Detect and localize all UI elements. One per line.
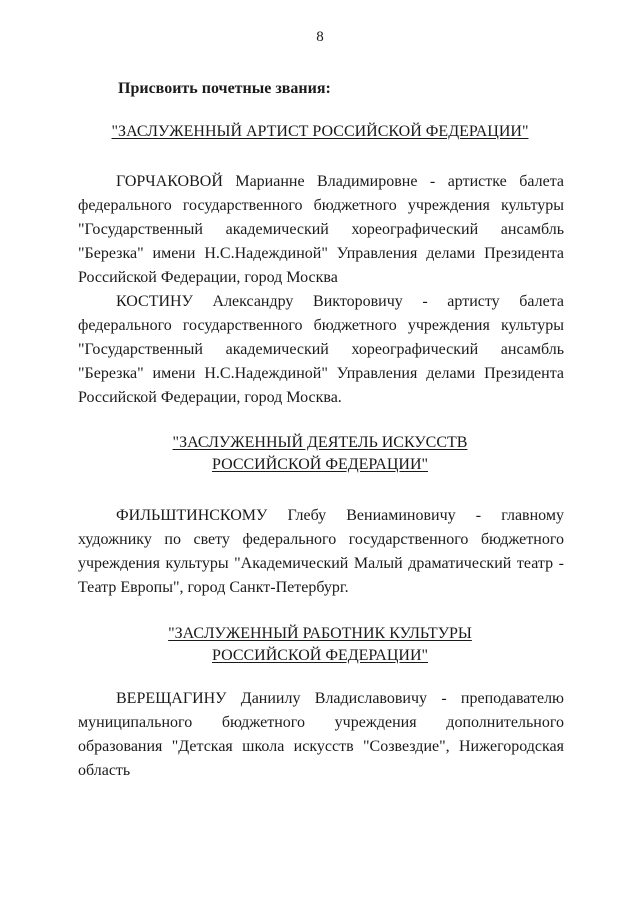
award-paragraph-filshtinsky: ФИЛЬШТИНСКОМУ Глебу Вениаминовичу - главному художнику по свету федерального государственного бюджетного учреждения культуры "Академический Малый драматический театр - Театр Европы", город Санкт-Петербург.	[78, 507, 564, 596]
page-number: 8	[316, 29, 324, 45]
section-title-line: "ЗАСЛУЖЕННЫЙ ДЕЯТЕЛЬ ИСКУССТВ	[172, 434, 468, 451]
section-title-culture-worker	[0, 623, 640, 667]
section-title-line: РОССИЙСКОЙ ФЕДЕРАЦИИ"	[211, 456, 429, 473]
award-paragraph-gorchakova: ГОРЧАКОВОЙ Марианне Владимировне - артистке балета федерального государственного бюджетного учреждения культуры "Государственный академический хореографический ансамбль "Березка" имени Н.С.Надеждиной" Управления делами Президента Российской Федерации, город Москва	[78, 173, 564, 286]
section-title-line: "ЗАСЛУЖЕННЫЙ АРТИСТ РОССИЙСКОЙ ФЕДЕРАЦИИ"	[111, 123, 529, 140]
document-heading: Присвоить почетные звания:	[118, 80, 331, 97]
section-title-line: РОССИЙСКОЙ ФЕДЕРАЦИИ"	[211, 647, 429, 664]
section-title-line: "ЗАСЛУЖЕННЫЙ РАБОТНИК КУЛЬТУРЫ	[168, 625, 472, 642]
award-paragraph-kostin: КОСТИНУ Александру Викторовичу - артисту балета федерального государственного бюджетного учреждения культуры "Государственный академический хореографический ансамбль "Березка" имени Н.С.Надеждиной" Управления делами Президента Российской Федерации, город Москва.	[78, 293, 564, 406]
award-paragraph-vereshchagin: ВЕРЕЩАГИНУ Даниилу Владиславовичу - преподавателю муниципального бюджетного учреждения дополнительного образования "Детская школа искусств "Созвездие", Нижегородская область	[78, 690, 564, 779]
section-title-artist	[0, 121, 640, 143]
section-title-art-worker	[0, 432, 640, 476]
